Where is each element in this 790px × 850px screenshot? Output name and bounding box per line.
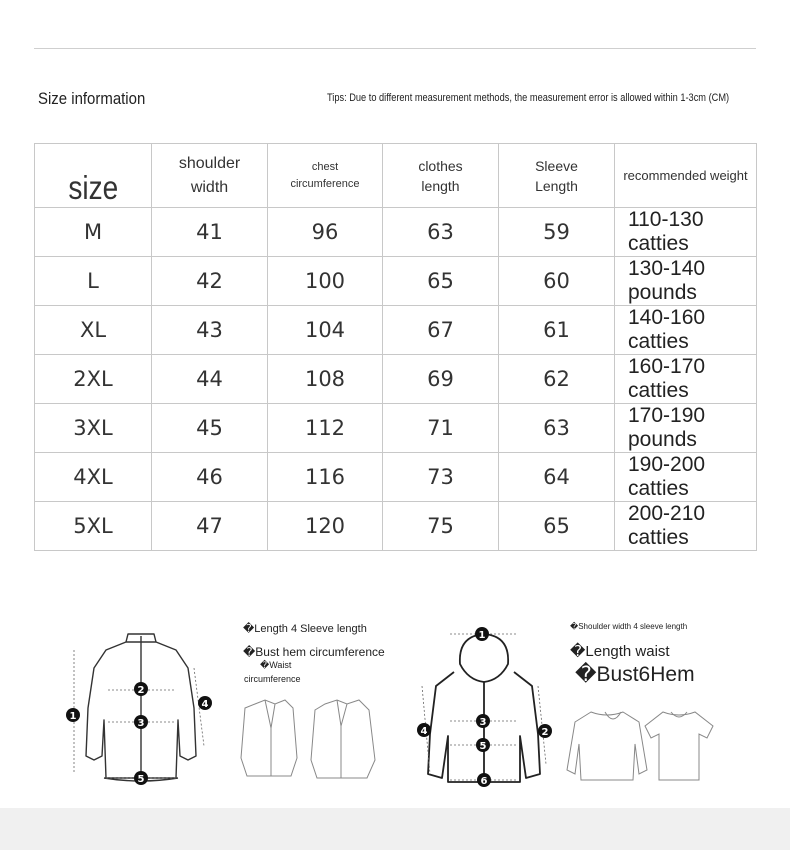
cell-weight: 200-210 catties	[615, 502, 757, 551]
marker-2	[134, 682, 148, 696]
table-row	[35, 306, 757, 355]
cell-chest: 104	[268, 306, 383, 355]
table-row	[35, 453, 757, 502]
size-table	[34, 143, 757, 551]
marker-1	[66, 708, 80, 722]
cell-size: 2XL	[35, 355, 152, 404]
cell-sleeve: 64	[499, 453, 615, 502]
svg-text:1: 1	[478, 630, 486, 641]
header-chest-circumference: chest circumference	[268, 144, 383, 208]
cell-sleeve: 61	[499, 306, 615, 355]
cell-size: 5XL	[35, 502, 152, 551]
cell-length: 71	[383, 404, 499, 453]
marker-4	[417, 723, 431, 737]
header-shoulder-width: shoulder width	[152, 144, 268, 208]
cell-size: XL	[35, 306, 152, 355]
cell-sleeve: 59	[499, 208, 615, 257]
cell-shoulder: 42	[152, 257, 268, 306]
svg-text:4: 4	[201, 699, 209, 710]
cell-length: 63	[383, 208, 499, 257]
right-caption-line-2: �Length waist	[570, 643, 670, 660]
left-caption-line-3: �Waist	[260, 660, 292, 670]
cell-size: 3XL	[35, 404, 152, 453]
cell-weight: 170-190 pounds	[615, 404, 757, 453]
marker-3	[134, 715, 148, 729]
cell-chest: 96	[268, 208, 383, 257]
cell-shoulder: 45	[152, 404, 268, 453]
cell-shoulder: 46	[152, 453, 268, 502]
marker-4	[198, 696, 212, 710]
hoodie-measurement-diagram	[408, 624, 558, 790]
svg-text:3: 3	[479, 717, 487, 728]
cell-sleeve: 62	[499, 355, 615, 404]
svg-text:5: 5	[479, 741, 487, 752]
cell-weight: 130-140 pounds	[615, 257, 757, 306]
cell-size: 4XL	[35, 453, 152, 502]
table-row	[35, 208, 757, 257]
cell-weight: 160-170 catties	[615, 355, 757, 404]
svg-text:3: 3	[137, 718, 145, 729]
marker-1	[475, 627, 489, 641]
cell-size: M	[35, 208, 152, 257]
cell-shoulder: 41	[152, 208, 268, 257]
cell-chest: 116	[268, 453, 383, 502]
svg-text:1: 1	[69, 711, 77, 722]
marker-5	[134, 771, 148, 785]
cell-shoulder: 44	[152, 355, 268, 404]
cell-chest: 108	[268, 355, 383, 404]
table-header-row	[35, 144, 757, 208]
right-caption-line-3: �Bust6Hem	[575, 663, 695, 686]
left-caption-line-4: circumference	[244, 674, 301, 684]
table-row	[35, 404, 757, 453]
cell-chest: 100	[268, 257, 383, 306]
right-caption-line-1: �Shoulder width 4 sleeve length	[570, 622, 688, 631]
cell-sleeve: 63	[499, 404, 615, 453]
tshirt-sketches	[563, 704, 723, 784]
cell-shoulder: 47	[152, 502, 268, 551]
header-recommended-weight: recommended weight	[615, 144, 757, 208]
suit-jacket-sketches	[235, 698, 385, 782]
svg-text:2: 2	[541, 727, 549, 738]
page-title: Size information	[38, 89, 146, 108]
svg-text:6: 6	[480, 776, 488, 787]
cell-length: 69	[383, 355, 499, 404]
cell-length: 75	[383, 502, 499, 551]
header-size: size	[35, 144, 152, 208]
cell-length: 65	[383, 257, 499, 306]
svg-text:5: 5	[137, 774, 145, 785]
cell-weight: 110-130 catties	[615, 208, 757, 257]
table-row	[35, 257, 757, 306]
cell-chest: 112	[268, 404, 383, 453]
cell-weight: 140-160 catties	[615, 306, 757, 355]
cell-shoulder: 43	[152, 306, 268, 355]
table-row	[35, 502, 757, 551]
top-divider	[34, 48, 756, 49]
cell-sleeve: 65	[499, 502, 615, 551]
svg-text:2: 2	[137, 685, 145, 696]
table-row	[35, 355, 757, 404]
marker-3	[476, 714, 490, 728]
cell-size: L	[35, 257, 152, 306]
header-clothes-length: clothes length	[383, 144, 499, 208]
measurement-tips: Tips: Due to different measurement methods, the measurement error is allowed within 1-3cm (CM)	[327, 92, 730, 104]
header-sleeve-length: Sleeve Length	[499, 144, 615, 208]
svg-text:4: 4	[420, 726, 428, 737]
left-caption-line-2: �Bust hem circumference	[243, 645, 385, 659]
jacket-measurement-diagram	[58, 628, 228, 790]
cell-sleeve: 60	[499, 257, 615, 306]
left-caption-line-1: �Length 4 Sleeve length	[243, 623, 367, 635]
cell-chest: 120	[268, 502, 383, 551]
cell-weight: 190-200 catties	[615, 453, 757, 502]
cell-length: 73	[383, 453, 499, 502]
footer-band	[0, 808, 790, 850]
marker-5	[476, 738, 490, 752]
marker-2	[538, 724, 552, 738]
marker-6	[477, 773, 491, 787]
cell-length: 67	[383, 306, 499, 355]
